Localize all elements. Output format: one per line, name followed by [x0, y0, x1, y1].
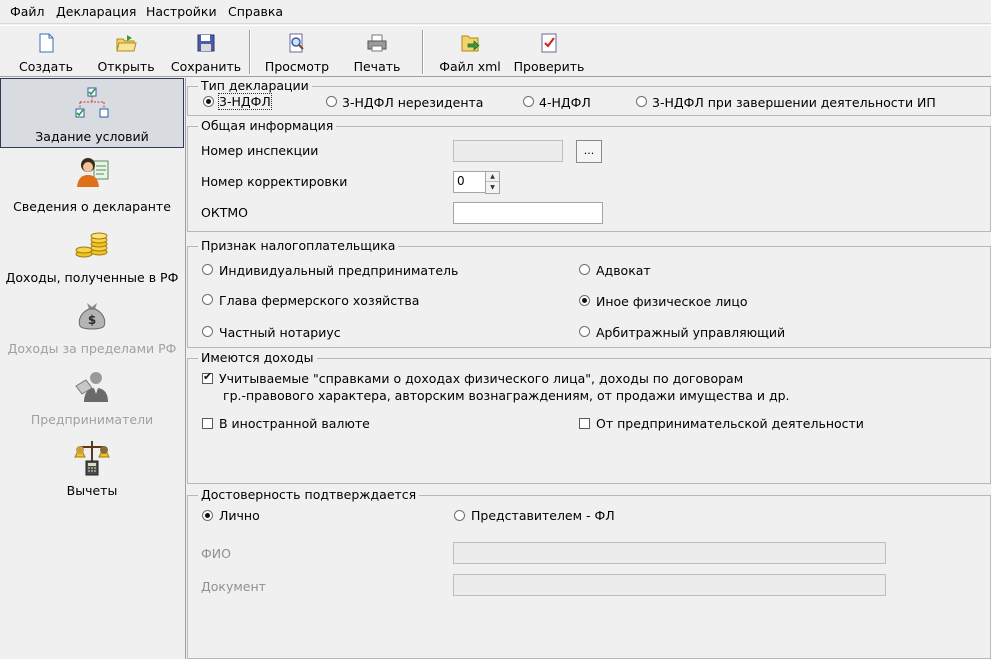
check-label: Проверить	[513, 59, 585, 74]
radio-4ndfl[interactable]	[523, 96, 534, 107]
radio-3ndfl[interactable]	[203, 96, 214, 107]
radio-4ndfl-label[interactable]: 4-НДФЛ	[539, 95, 591, 110]
svg-text:$: $	[87, 313, 97, 327]
nav-item-income-abroad	[0, 291, 184, 361]
check-button[interactable]	[510, 26, 588, 76]
radio-farmer[interactable]	[202, 294, 213, 305]
xml-file-label: Файл xml	[439, 59, 501, 74]
nav-label: Сведения о декларанте	[13, 199, 171, 214]
open-button[interactable]	[88, 26, 164, 76]
spin-down-icon[interactable]: ▼	[490, 184, 495, 191]
menu-declaration[interactable]: Декларация	[56, 4, 137, 19]
nav-label: Задание условий	[35, 129, 149, 144]
radio-arbitration-manager-label[interactable]: Арбитражный управляющий	[596, 325, 786, 340]
toolbar	[0, 25, 991, 77]
checklist-icon	[538, 32, 560, 54]
menu-settings[interactable]: Настройки	[146, 4, 217, 19]
scales-calculator-icon	[72, 437, 112, 477]
nav-item-conditions[interactable]	[0, 78, 184, 148]
menu-help[interactable]: Справка	[228, 4, 284, 19]
xml-file-button[interactable]	[432, 26, 508, 76]
radio-entrepreneur-label[interactable]: Индивидуальный предприниматель	[219, 263, 459, 278]
radio-entrepreneur[interactable]	[202, 264, 213, 275]
radio-3ndfl-nonresident[interactable]	[326, 96, 337, 107]
preview-button[interactable]	[258, 26, 336, 76]
nav-item-entrepreneurs	[0, 362, 184, 432]
fio-label: ФИО	[201, 546, 231, 561]
magnifier-document-icon	[286, 32, 308, 54]
money-bag-icon	[72, 295, 112, 335]
print-label: Печать	[353, 59, 401, 74]
nav-item-declarant[interactable]	[0, 149, 184, 219]
inspection-label: Номер инспекции	[201, 143, 319, 158]
radio-other-individual-label[interactable]: Иное физическое лицо	[596, 294, 748, 309]
radio-farmer-label[interactable]: Глава фермерского хозяйства	[219, 293, 420, 308]
radio-notary[interactable]	[202, 326, 213, 337]
checkbox-business-activity-label[interactable]: От предпринимательской деятельности	[596, 416, 864, 431]
preview-label: Просмотр	[264, 59, 330, 74]
radio-personally[interactable]	[202, 510, 213, 521]
spin-up-icon[interactable]: ▲	[486, 172, 499, 182]
new-document-icon	[35, 32, 57, 54]
nav-label: Вычеты	[66, 483, 118, 498]
sidebar-nav	[0, 78, 184, 659]
businessman-icon	[72, 366, 112, 406]
nav-item-income-rf[interactable]	[0, 220, 184, 290]
radio-3ndfl-nonresident-label[interactable]: 3-НДФЛ нерезидента	[342, 95, 484, 110]
person-document-icon	[72, 153, 112, 193]
printer-icon	[366, 32, 388, 54]
nav-label: Доходы, полученные в РФ	[5, 270, 179, 285]
checkbox-certificate-income-label-2[interactable]: гр.-правового характера, авторским вознаграждениям, от продажи имущества и др.	[223, 388, 790, 403]
toolbar-separator	[249, 30, 251, 74]
menu-bar	[0, 0, 991, 24]
checkbox-certificate-income-label[interactable]: Учитываемые "справками о доходах физического лица", доходы по договорам	[219, 371, 744, 386]
inspection-lookup-button[interactable]: ...	[576, 140, 602, 163]
radio-representative-label[interactable]: Представителем - ФЛ	[471, 508, 615, 523]
group-title: Признак налогоплательщика	[198, 238, 398, 253]
radio-personally-label[interactable]: Лично	[219, 508, 260, 523]
coins-icon	[72, 224, 112, 264]
open-folder-icon	[115, 32, 137, 54]
checkbox-foreign-currency[interactable]	[202, 418, 213, 429]
menu-file[interactable]: Файл	[10, 4, 45, 19]
radio-3ndfl-label[interactable]: 3-НДФЛ	[219, 94, 271, 109]
save-button[interactable]	[168, 26, 244, 76]
correction-label: Номер корректировки	[201, 174, 348, 189]
fio-input[interactable]	[453, 542, 886, 564]
oktmo-input[interactable]	[453, 202, 603, 224]
save-label: Сохранить	[170, 59, 242, 74]
checkbox-foreign-currency-label[interactable]: В иностранной валюте	[219, 416, 370, 431]
create-button[interactable]	[8, 26, 84, 76]
tree-checklist-icon	[72, 83, 112, 123]
group-title: Общая информация	[198, 118, 336, 133]
group-title: Достоверность подтверждается	[198, 487, 419, 502]
nav-label: Доходы за пределами РФ	[7, 341, 177, 356]
sidebar-divider	[185, 78, 186, 659]
nav-item-deductions[interactable]	[0, 433, 184, 503]
floppy-disk-icon	[195, 32, 217, 54]
export-xml-icon	[459, 32, 481, 54]
radio-lawyer-label[interactable]: Адвокат	[596, 263, 651, 278]
document-label: Документ	[201, 579, 266, 594]
document-input[interactable]	[453, 574, 886, 596]
radio-lawyer[interactable]	[579, 264, 590, 275]
print-button[interactable]	[340, 26, 414, 76]
checkbox-business-activity[interactable]	[579, 418, 590, 429]
radio-arbitration-manager[interactable]	[579, 326, 590, 337]
toolbar-separator	[422, 30, 424, 74]
radio-representative[interactable]	[454, 510, 465, 521]
nav-label: Предприниматели	[30, 412, 154, 427]
group-title: Тип декларации	[198, 78, 312, 93]
checkbox-certificate-income[interactable]	[202, 373, 213, 384]
inspection-input[interactable]	[453, 140, 563, 162]
create-label: Создать	[19, 59, 73, 74]
radio-3ndfl-ip-closing[interactable]	[636, 96, 647, 107]
radio-notary-label[interactable]: Частный нотариус	[219, 325, 341, 340]
oktmo-label: ОКТМО	[201, 205, 248, 220]
radio-3ndfl-ip-closing-label[interactable]: 3-НДФЛ при завершении деятельности ИП	[652, 95, 936, 110]
radio-other-individual[interactable]	[579, 295, 590, 306]
open-label: Открыть	[97, 59, 155, 74]
group-title: Имеются доходы	[198, 350, 317, 365]
correction-input[interactable]: 0	[453, 171, 486, 193]
correction-spinner[interactable]	[485, 171, 500, 194]
